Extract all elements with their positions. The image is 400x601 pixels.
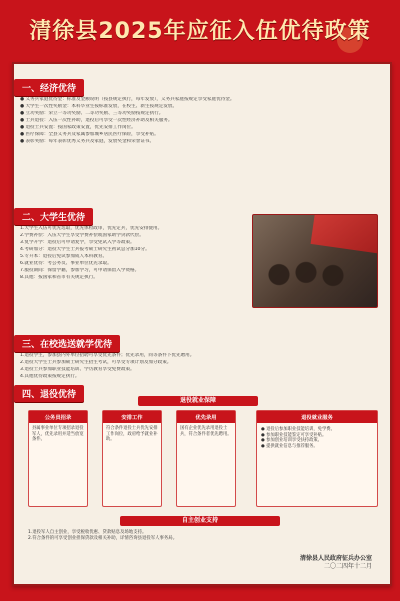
- section-line: ● 退役士兵安置：按国家政策安置，优先安排工作岗位。: [20, 125, 136, 130]
- section-line: ● 义务兵家庭优待金：标准及金额说明（按县规定执行，每年发放），义务兵家庭按规定享受家庭优待金。: [20, 97, 235, 102]
- column-title: 优先录用: [177, 411, 235, 423]
- section-heading: 二、大学生优待: [14, 208, 93, 225]
- section-line: ● 医疗保障：全县义务兵及家属参加城乡居民医疗保险，享受补贴。: [20, 132, 159, 137]
- section-line: 8.其他：按国家和省市有关规定执行。: [20, 275, 98, 280]
- column-body: 国有企业优先录用退役士兵，符合条件者优先聘用。: [180, 426, 232, 437]
- retire-grid: [28, 410, 376, 505]
- section-line: 4.考研加分：退役大学生士兵报考硕士研究生初试总分加10分。: [20, 247, 150, 252]
- column-card: [176, 410, 236, 507]
- column-body: 县属事业单位专项招录退役军人，优先录用并适当放宽条件。: [32, 426, 84, 443]
- service-body: ● 退役后参加职业技能培训，免学费。 ● 参加职业技能鉴定可享受补贴。 ● 参加创业培训享受扶持政策。 ● 提供就业信息与推荐服务。: [261, 427, 335, 449]
- section-line: ● 大学生一次性奖励金：本科毕业生按标准发放，在校生、新生按规定发放。: [20, 104, 178, 109]
- section-line: ● 立功奖励：荣立一等功奖励、二等功奖励、三等功奖励按规定执行。: [20, 111, 164, 116]
- section-line: 7.服役期间：保留学籍，参加学习，可申请保留入学资格。: [20, 268, 140, 273]
- retire-service-box: [256, 410, 378, 507]
- column-card: [28, 410, 88, 507]
- section-line: 3.退役士兵参加职业技能培训、学历教育享受免费政策。: [20, 367, 135, 372]
- footer-org: 清徐县人民政府征兵办公室: [299, 555, 372, 562]
- section-line: 6.就业优待：考公务员、事业单位优先录取。: [20, 261, 112, 266]
- section-school: [20, 332, 380, 381]
- bottom-note: 2.符合条件的可享受创业担保贷款及相关补助，详情咨询县退役军人事务局。: [28, 535, 178, 541]
- poster-title: 清徐县2025年应征入伍优待政策: [29, 19, 371, 44]
- section-heading: 四、退役优待: [14, 385, 84, 402]
- footer-date: 二〇二四年十二月: [323, 563, 372, 570]
- startup-support-bar: 自主创业支持: [120, 516, 280, 526]
- section-line: ● 士兵退役：入伍一次性补助，退役后可享受一次性经济补助及相关服务。: [20, 118, 173, 123]
- section-college: [20, 205, 240, 282]
- section-economic: [20, 76, 380, 146]
- soldiers-silhouette: [261, 257, 351, 301]
- section-line: 4.其他优待政策按规定执行。: [20, 374, 80, 379]
- soldiers-photo: [252, 214, 378, 308]
- section-line: 2.学费补偿：入伍大学生享受学费补偿或国家助学贷款代偿。: [20, 233, 144, 238]
- section-line: 1.退役学生，参加县内外单位招聘可享受优先条件；优先录用，同等条件下优先聘用。: [20, 353, 195, 358]
- section-line: ● 表彰奖励：每年表彰优秀义务兵及家庭，发放奖金和荣誉证书。: [20, 139, 155, 144]
- column-title: 安排工作: [103, 411, 161, 423]
- section-line: 3.复学升学：退役后可申请复学，享受免试入学等政策。: [20, 240, 135, 245]
- section-heading: 三、在校选送就学优待: [14, 335, 120, 352]
- section-heading: 一、经济优待: [14, 79, 84, 96]
- column-title: 公务员招录: [29, 411, 87, 423]
- footer: [300, 555, 372, 571]
- column-card: [102, 410, 162, 507]
- section-line: 5.专升本：退役后免试参加成人本科教育。: [20, 254, 108, 259]
- flag-icon: [311, 214, 378, 254]
- bottom-note: 1.退役军人自主创业，享受税收优惠、贷款贴息及场地支持。: [28, 530, 147, 535]
- column-body: 符合条件退役士兵优先安排工作岗位，政府给予就业补助。: [106, 426, 158, 443]
- section-line: 2.退役大学生士兵参加硕士研究生招生考试，可享受专项计划及加分政策。: [20, 360, 172, 365]
- service-title: 退役就业服务: [257, 411, 377, 423]
- retire-header-bar: 退役就业保障: [138, 396, 258, 406]
- bottom-notes: [28, 530, 368, 542]
- section-line: 1.大学生入伍可优先选取，优先体检政审，优先定兵，优先安排使用。: [20, 226, 163, 231]
